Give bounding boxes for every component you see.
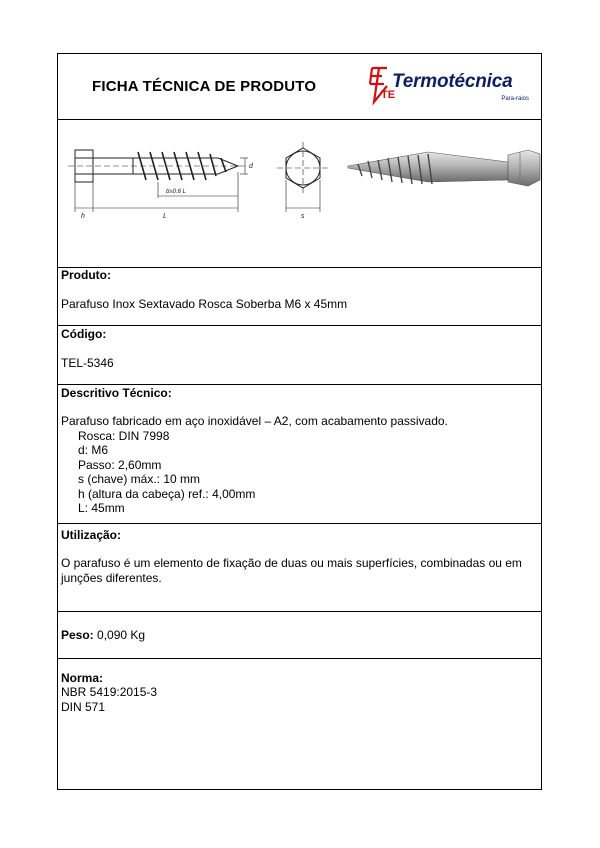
screw-photo <box>348 150 540 186</box>
spec-item: h (altura da cabeça) ref.: 4,00mm <box>78 486 256 501</box>
divider <box>58 325 541 326</box>
standard-label: Norma: <box>61 671 104 685</box>
code-label: Código: <box>61 327 107 341</box>
weight-label: Peso: <box>61 628 94 642</box>
divider <box>58 658 541 659</box>
divider <box>58 523 541 524</box>
dim-d-label: d <box>249 163 253 170</box>
usage-value: O parafuso é um elemento de fixação de duas ou mais superfícies, combinadas ou em junções diferentes. <box>61 556 522 585</box>
dim-L-label: L <box>163 213 167 220</box>
spec-item: d: M6 <box>78 443 109 457</box>
weight-value: 0,090 Kg <box>97 628 146 642</box>
spec-item: s (chave) máx.: 10 mm <box>78 472 201 486</box>
technical-description-label: Descritivo Técnico: <box>61 386 172 400</box>
technical-description <box>61 414 448 516</box>
standard-list <box>61 685 157 714</box>
dim-s-label: s <box>301 213 305 220</box>
dim-h-label: h <box>81 213 85 220</box>
header <box>58 54 541 118</box>
dim-b-label: b≥0.6 L <box>166 189 186 195</box>
usage-label: Utilização: <box>61 528 122 542</box>
product-label: Produto: <box>61 268 111 282</box>
technical-sheet <box>57 53 542 790</box>
standard-item: NBR 5419:2015-3 <box>61 685 158 699</box>
spec-item: Passo: 2,60mm <box>78 457 162 472</box>
spec-item: Rosca: DIN 7998 <box>78 428 170 443</box>
logo-name: Termotécnica <box>392 71 513 92</box>
code-value: TEL-5346 <box>61 356 114 370</box>
divider <box>58 267 541 268</box>
logo-subtitle: Para-raios <box>501 96 529 102</box>
standard-item: DIN 571 <box>61 699 106 714</box>
technical-drawing <box>58 120 541 270</box>
spec-item: L: 45mm <box>78 501 125 515</box>
logo-mark-text: TE <box>381 89 396 101</box>
page-title: FICHA TÉCNICA DE PRODUTO <box>92 78 317 95</box>
weight-row <box>61 628 145 643</box>
company-logo <box>367 62 537 110</box>
technical-intro: Parafuso fabricado em aço inoxidável – A2, com acabamento passivado. <box>61 414 448 428</box>
divider <box>58 384 541 385</box>
divider <box>58 611 541 612</box>
logo-mark-icon <box>367 64 396 106</box>
product-value: Parafuso Inox Sextavado Rosca Soberba M6 x 45mm <box>61 297 348 311</box>
